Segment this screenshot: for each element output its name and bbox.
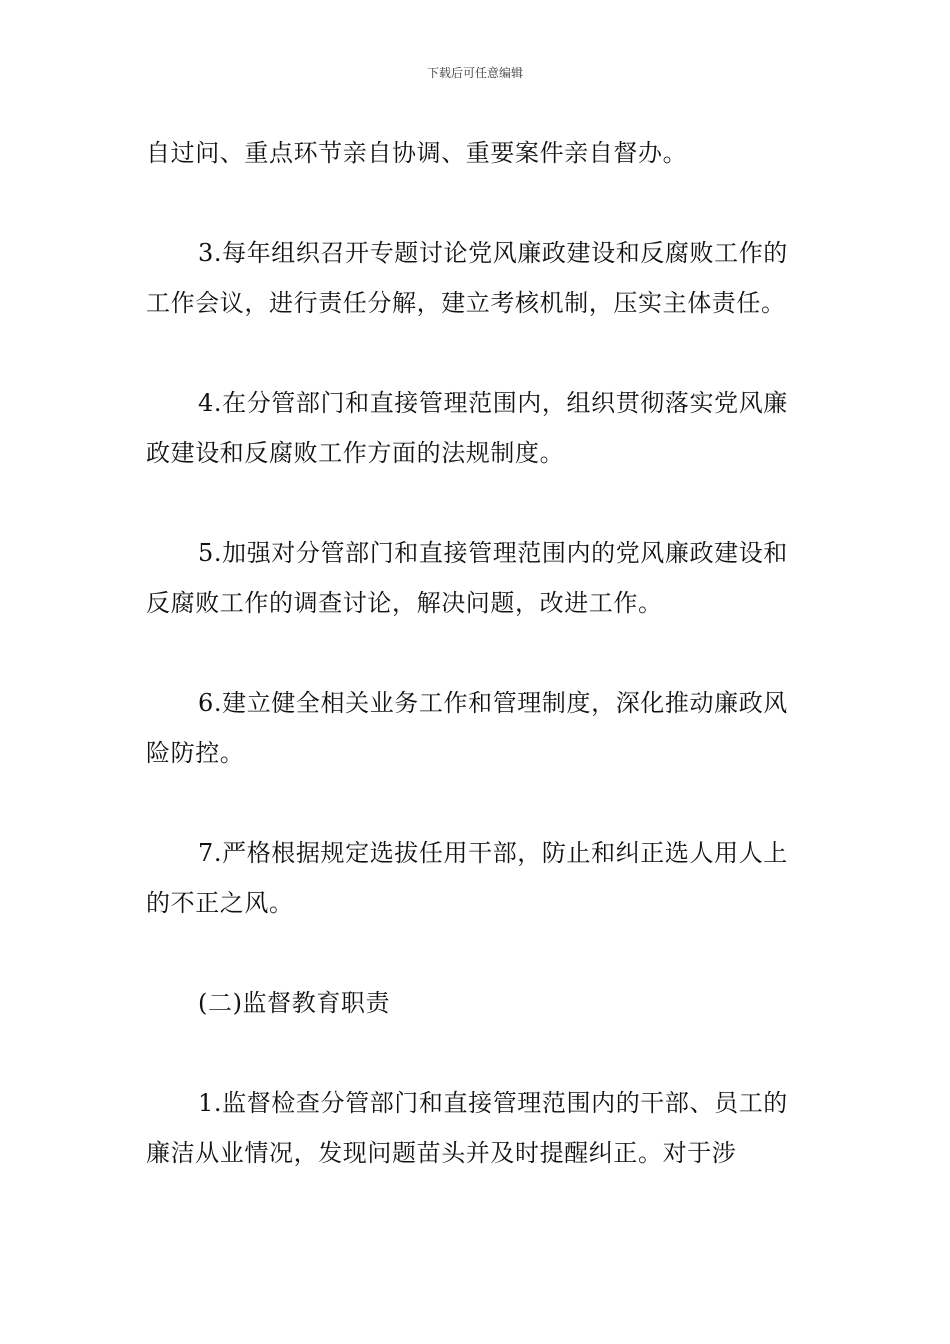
paragraph-item-4: 4.在分管部门和直接管理范围内，组织贯彻落实党风廉政建设和反腐败工作方面的法规制度。 [146,389,788,467]
section-heading-supervision: (二)监督教育职责 [198,989,391,1017]
paragraph-item-7: 7.严格根据规定选拔任用干部，防止和纠正选人用人上的不正之风。 [146,839,788,917]
paragraph-item-6: 6.建立健全相关业务工作和管理制度，深化推动廉政风险防控。 [146,689,788,767]
paragraph-supervision-item-1: 1.监督检查分管部门和直接管理范围内的干部、员工的廉洁从业情况，发现问题苗头并及时提醒纠正。对于涉 [146,1089,788,1167]
document-body [146,128,806,1228]
paragraph-item-3: 3.每年组织召开专题讨论党风廉政建设和反腐败工作的工作会议，进行责任分解，建立考核机制，压实主体责任。 [146,239,788,317]
paragraph-item-5: 5.加强对分管部门和直接管理范围内的党风廉政建设和反腐败工作的调查讨论，解决问题，改进工作。 [146,539,788,617]
paragraph-continuation: 自过问、重点环节亲自协调、重要案件亲自督办。 [146,139,688,167]
page-header-note: 下载后可任意编辑 [426,66,523,80]
